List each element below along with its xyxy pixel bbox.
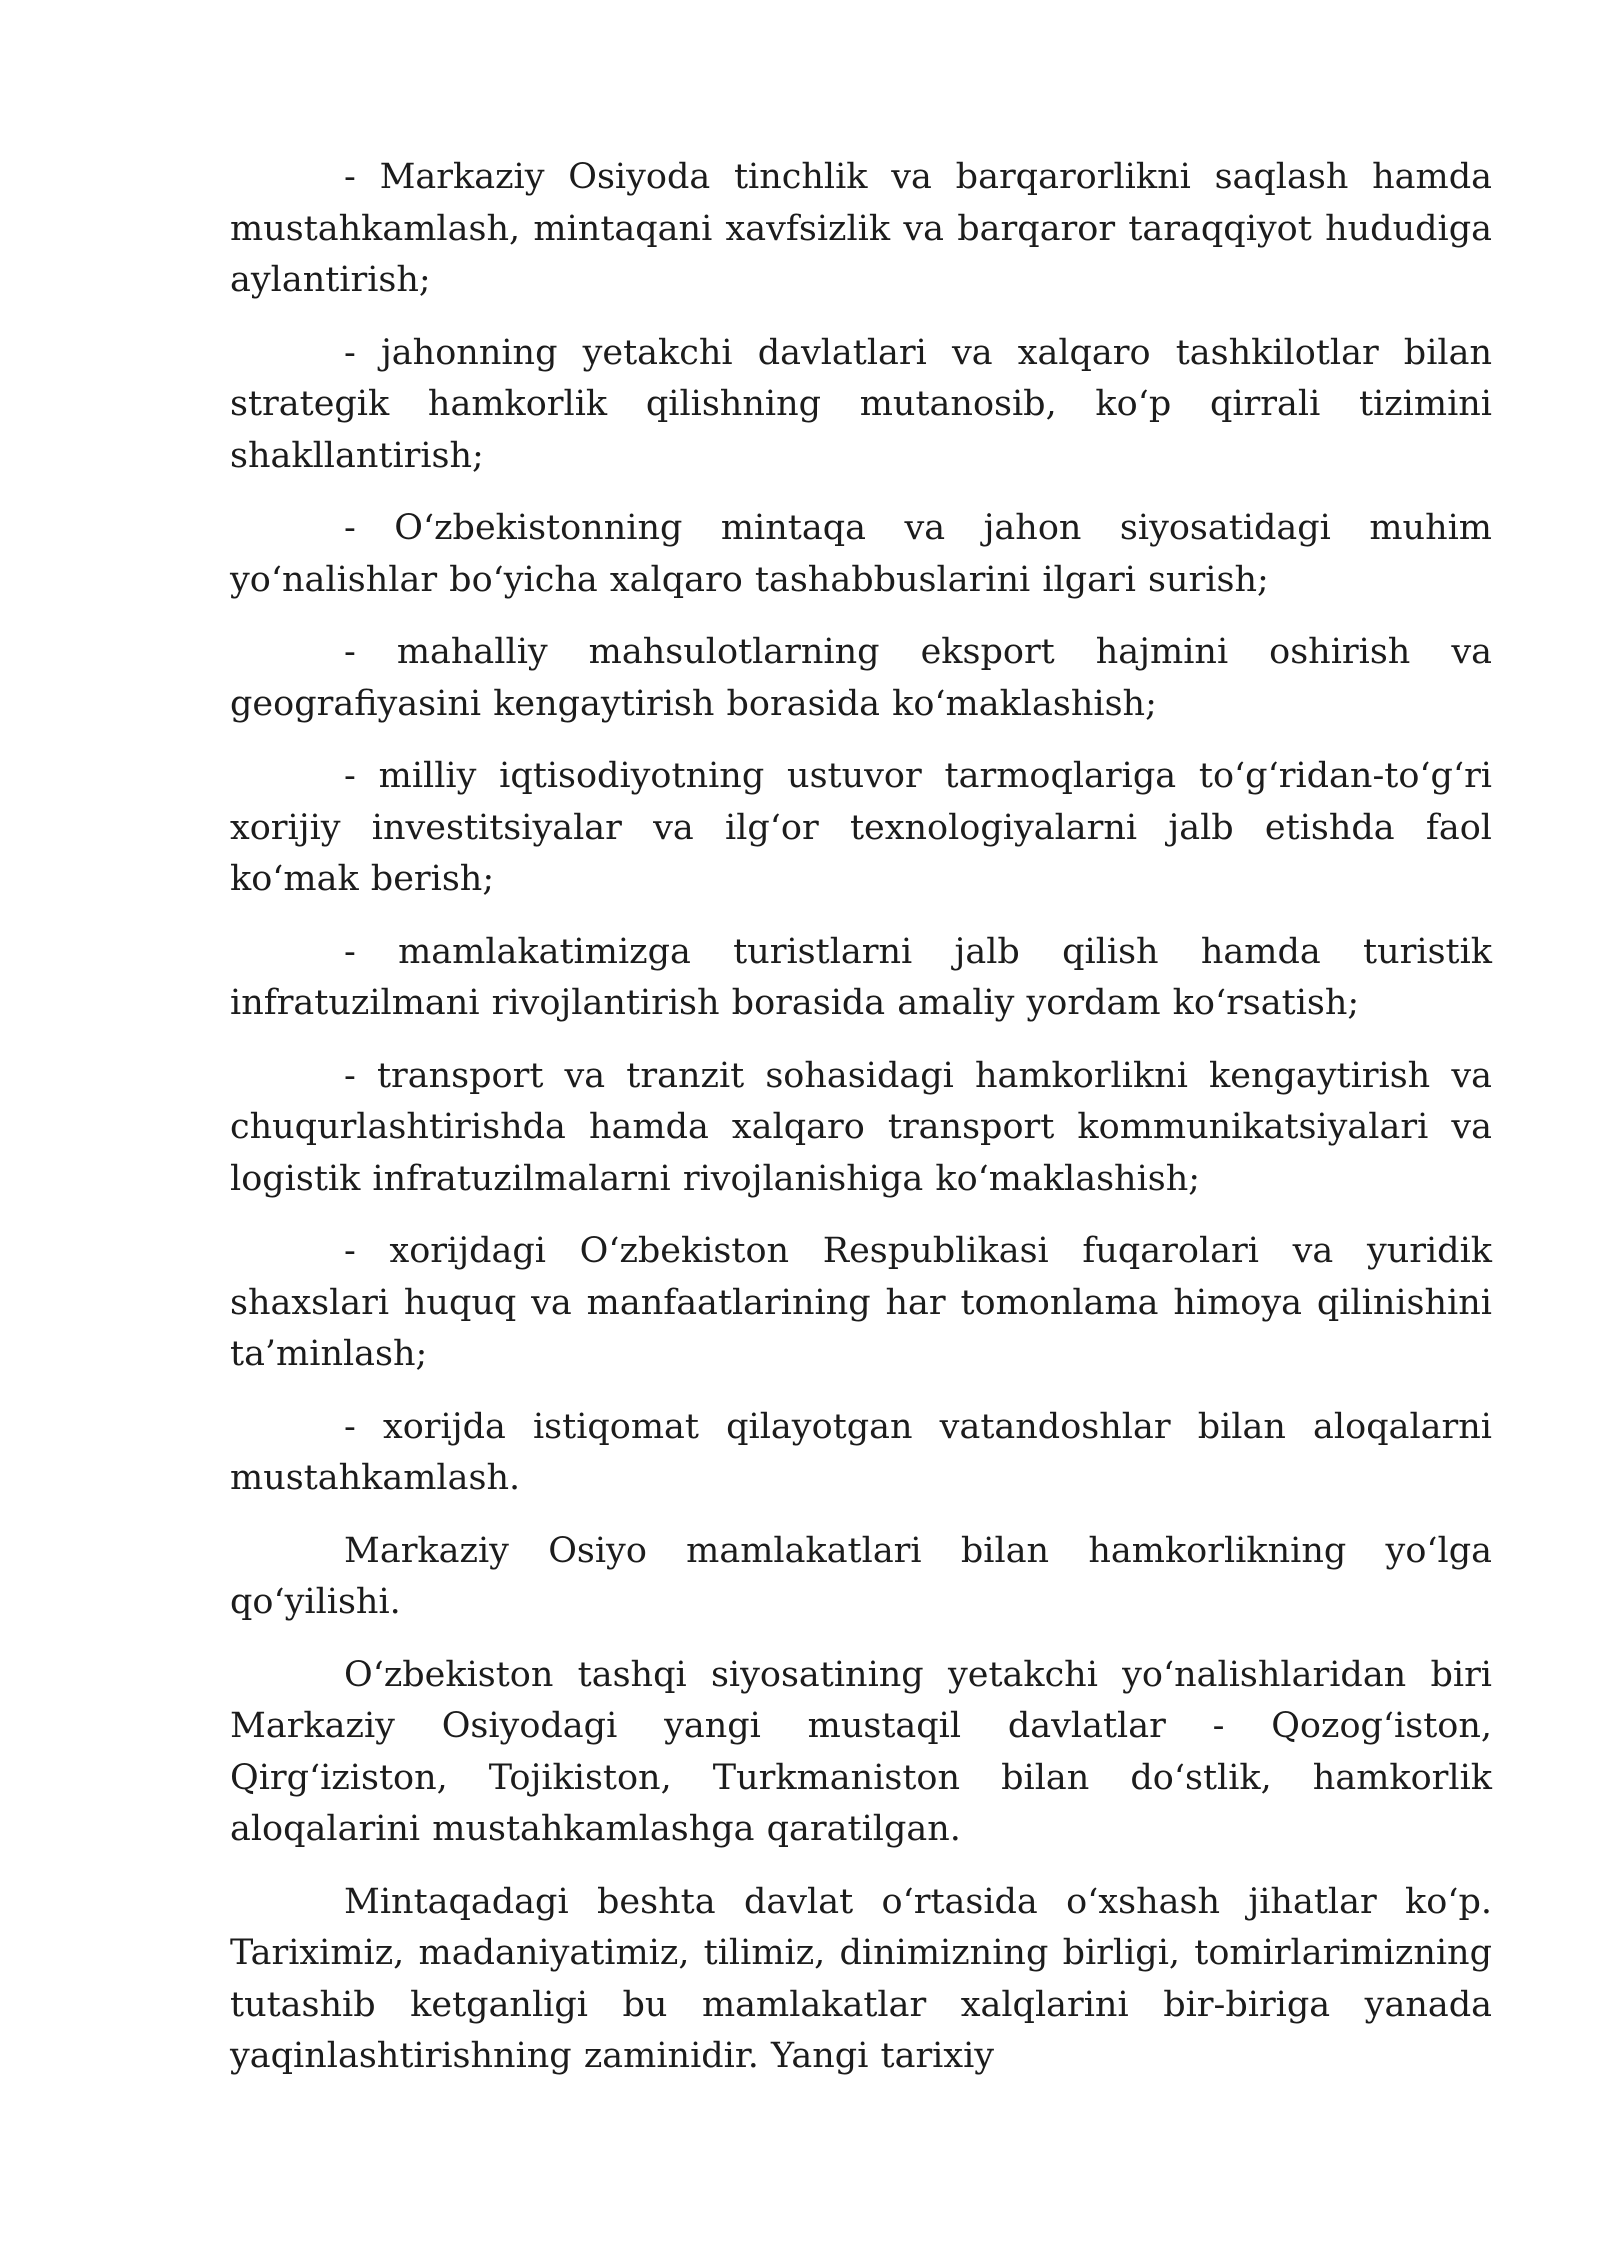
paragraph-6: - mamlakatimizga turistlarni jalb qilish hamda turistik infratuzilmani rivojlantirish borasida amaliy yordam ko‘rsatish;	[230, 931, 1492, 1023]
paragraph-2: - jahonning yetakchi davlatlari va xalqaro tashkilotlar bilan strategik hamkorlik qilishning mutanosib, ko‘p qirrali tizimini shakllantirish;	[230, 332, 1492, 476]
paragraph-4: - mahalliy mahsulotlarning eksport hajmini oshirish va geografiyasini kengaytirish borasida ko‘maklashish;	[230, 632, 1492, 724]
paragraph-5: - milliy iqtisodiyotning ustuvor tarmoqlariga to‘g‘ridan-to‘g‘ri xorijiy investitsiyalar va ilg‘or texnologiyalarni jalb etishda faol ko‘mak berish;	[230, 756, 1492, 899]
paragraph-8: - xorijdagi O‘zbekiston Respublikasi fuqarolari va yuridik shaxslari huquq va manfaatlarining har tomonlama himoya qilinishini ta’minlash;	[230, 1231, 1492, 1374]
paragraph-7: - transport va tranzit sohasidagi hamkorlikni kengaytirish va chuqurlashtirishda hamda xalqaro transport kommunikatsiyalari va logistik infratuzilmalarni rivojlanishiga ko‘maklashish;	[230, 1055, 1492, 1199]
section-heading-paragraph: Markaziy Osiyo mamlakatlari bilan hamkorlikning yo‘lga qo‘yilishi.	[230, 1530, 1492, 1622]
paragraph-9: - xorijda istiqomat qilayotgan vatandoshlar bilan aloqalarni mustahkamlash.	[230, 1406, 1492, 1498]
paragraph-12: Mintaqadagi beshta davlat o‘rtasida o‘xshash jihatlar ko‘p. Tariximiz, madaniyatimiz, tilimiz, dinimizning birligi, tomirlarimizning tutashib ketganligi bu mamlakatlar xalqlarini bir-biriga yanada yaqinlashtirishning zaminidir. Yangi tarixiy	[230, 1881, 1492, 2076]
paragraph-11: O‘zbekiston tashqi siyosatining yetakchi yo‘nalishlaridan biri Markaziy Osiyodagi yangi mustaqil davlatlar - Qozog‘iston, Qirg‘iziston, Tojikiston, Turkmaniston bilan do‘stlik, hamkorlik aloqalarini mustahkamlashga qaratilgan.	[230, 1654, 1492, 1849]
document-body	[230, 152, 1492, 2104]
paragraph-1: - Markaziy Osiyoda tinchlik va barqarorlikni saqlash hamda mustahkamlash, mintaqani xavfsizlik va barqaror taraqqiyot hududiga aylantirish;	[230, 157, 1492, 300]
paragraph-3: - O‘zbekistonning mintaqa va jahon siyosatidagi muhim yo‘nalishlar bo‘yicha xalqaro tashabbuslarini ilgari surish;	[230, 508, 1492, 600]
